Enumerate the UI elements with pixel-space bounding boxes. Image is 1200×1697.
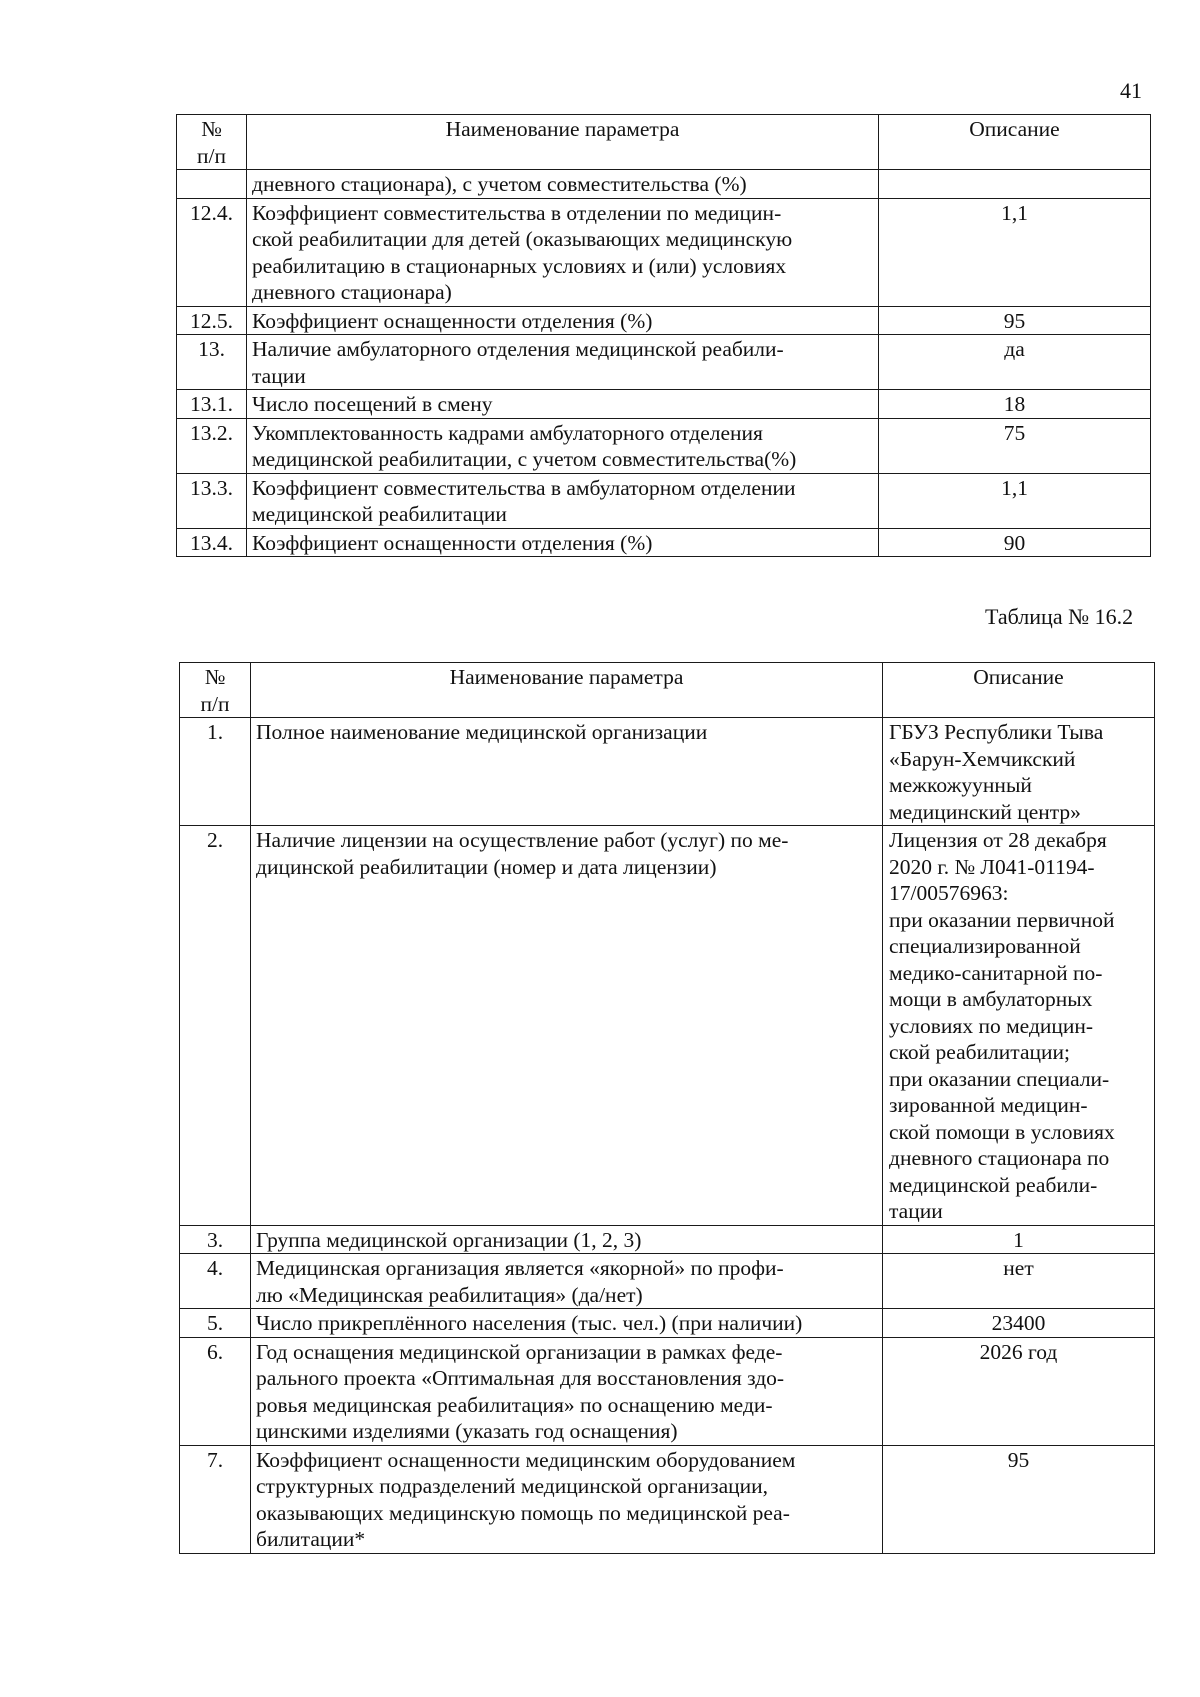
row-parameter-name: Полное наименование медицинской организации [251, 718, 883, 826]
row-number: 2. [180, 826, 251, 1226]
table-row [180, 1254, 1155, 1309]
row-description: 18 [879, 390, 1151, 419]
row-parameter-name: Число посещений в смену [247, 390, 879, 419]
row-description: да [879, 335, 1151, 390]
row-description: 95 [879, 306, 1151, 335]
row-parameter-name: дневного стационара), с учетом совместительства (%) [247, 170, 879, 199]
row-description: 1,1 [879, 198, 1151, 306]
row-number: 12.5. [177, 306, 247, 335]
table-caption: Таблица № 16.2 [985, 604, 1134, 629]
header-number: № п/п [177, 115, 247, 170]
table-row [177, 335, 1151, 390]
row-number: 13.3. [177, 473, 247, 528]
row-description: 2026 год [883, 1337, 1155, 1445]
table-row [180, 1309, 1155, 1338]
row-number: 13.1. [177, 390, 247, 419]
row-number: 13.2. [177, 418, 247, 473]
row-description: 75 [879, 418, 1151, 473]
table-row [177, 198, 1151, 306]
row-description: 90 [879, 528, 1151, 557]
row-parameter-name: Медицинская организация является «якорной» по профи- лю «Медицинская реабилитация» (да/нет) [251, 1254, 883, 1309]
row-description: 1 [883, 1225, 1155, 1254]
parameters-table-continued [176, 114, 1151, 557]
row-parameter-name: Коэффициент совместительства в амбулаторном отделении медицинской реабилитации [247, 473, 879, 528]
table-row [180, 1225, 1155, 1254]
medical-organization-table [179, 662, 1155, 1554]
table-row [177, 473, 1151, 528]
row-number: 3. [180, 1225, 251, 1254]
row-description: 95 [883, 1445, 1155, 1553]
table-row [177, 390, 1151, 419]
row-parameter-name: Коэффициент оснащенности отделения (%) [247, 528, 879, 557]
header-description: Описание [883, 663, 1155, 718]
row-number: 6. [180, 1337, 251, 1445]
table-row [180, 1337, 1155, 1445]
header-parameter-name: Наименование параметра [247, 115, 879, 170]
table-row [177, 528, 1151, 557]
row-parameter-name: Коэффициент оснащенности медицинским оборудованием структурных подразделений медицинской организации, оказывающих медицинскую помощь по медицинской реа- билитации* [251, 1445, 883, 1553]
row-parameter-name: Число прикреплённого населения (тыс. чел.) (при наличии) [251, 1309, 883, 1338]
row-number: 7. [180, 1445, 251, 1553]
row-parameter-name: Группа медицинской организации (1, 2, 3) [251, 1225, 883, 1254]
table-row [177, 418, 1151, 473]
row-parameter-name: Наличие амбулаторного отделения медицинской реабили- тации [247, 335, 879, 390]
table-row [177, 306, 1151, 335]
row-number: 4. [180, 1254, 251, 1309]
table-header-row [177, 115, 1151, 170]
table-row [180, 826, 1155, 1226]
row-description: Лицензия от 28 декабря 2020 г. № Л041-01194- 17/00576963: при оказании первичной специализированной медико-санитарной по- мощи в амбулаторных условиях по медицин- ской реабилитации; при оказании специали- зированной медицин- ской помощи в условиях дневного стационара по медицинской реабили- тации [883, 826, 1155, 1226]
row-parameter-name: Коэффициент оснащенности отделения (%) [247, 306, 879, 335]
table-row [180, 718, 1155, 826]
row-number: 12.4. [177, 198, 247, 306]
row-parameter-name: Наличие лицензии на осуществление работ (услуг) по ме- дицинской реабилитации (номер и дата лицензии) [251, 826, 883, 1226]
table-header-row [180, 663, 1155, 718]
header-description: Описание [879, 115, 1151, 170]
header-parameter-name: Наименование параметра [251, 663, 883, 718]
row-number: 13. [177, 335, 247, 390]
row-parameter-name: Коэффициент совместительства в отделении по медицин- ской реабилитации для детей (оказывающих медицинскую реабилитацию в стационарных условиях и (или) условиях дневного стационара) [247, 198, 879, 306]
row-parameter-name: Год оснащения медицинской организации в рамках феде- рального проекта «Оптимальная для восстановления здо- ровья медицинская реабилитация» по оснащению меди- цинскими изделиями (указать год оснащения) [251, 1337, 883, 1445]
row-number: 13.4. [177, 528, 247, 557]
row-description: нет [883, 1254, 1155, 1309]
row-number [177, 170, 247, 199]
page-number: 41 [1120, 78, 1142, 103]
table-row [177, 170, 1151, 199]
row-description: ГБУЗ Республики Тыва «Барун-Хемчикский межкожуунный медицинский центр» [883, 718, 1155, 826]
row-parameter-name: Укомплектованность кадрами амбулаторного отделения медицинской реабилитации, с учетом совместительства(%) [247, 418, 879, 473]
row-number: 5. [180, 1309, 251, 1338]
row-number: 1. [180, 718, 251, 826]
table-row [180, 1445, 1155, 1553]
row-description: 23400 [883, 1309, 1155, 1338]
header-number: № п/п [180, 663, 251, 718]
row-description [879, 170, 1151, 199]
row-description: 1,1 [879, 473, 1151, 528]
